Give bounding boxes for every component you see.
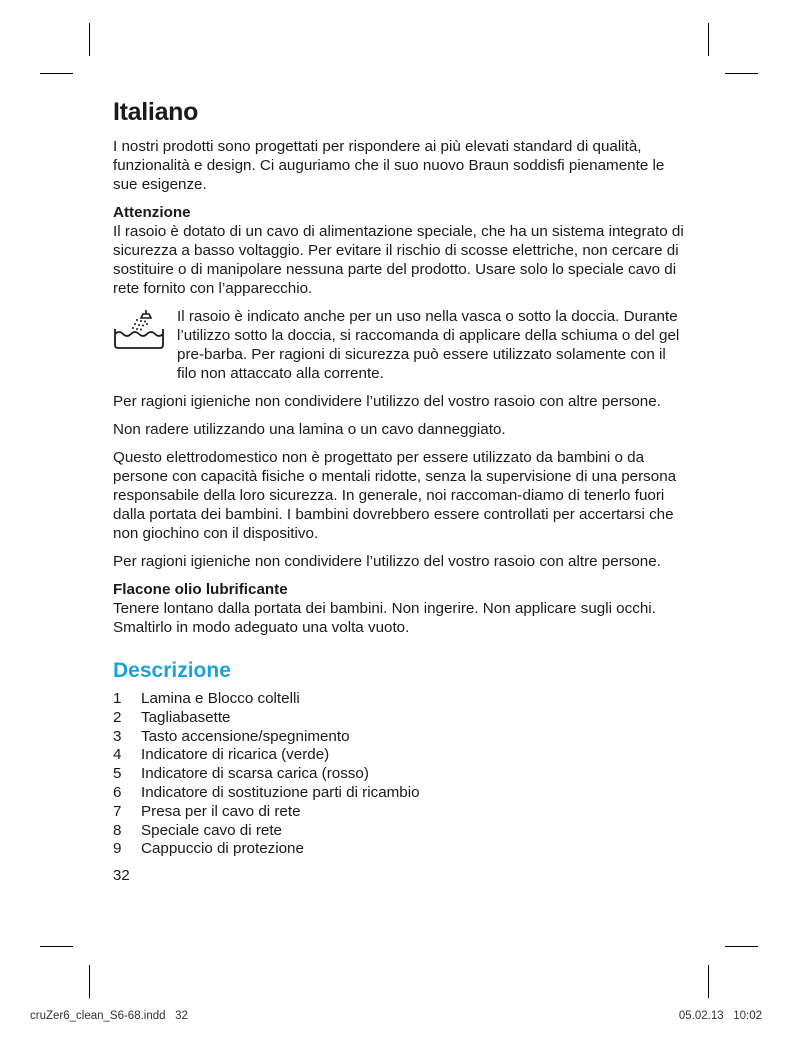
paragraph-children: Questo elettrodomestico non è progettato per essere utilizzato da bambini o da persone con capacità fisiche o mentali ridotte, senza la supervisione di una persona responsabile della loro sicurezza. In generale, noi raccoman-diamo di tenerlo fuori dalla portata dei bambini. I bambini dovrebbero essere controllati per accertarsi che non giochino con il dispositivo. xyxy=(113,449,677,542)
attention-text: Il rasoio è dotato di un cavo di alimentazione speciale, che ha un sistema integrato di sicurezza a basso voltaggio. Per evitare il rischio di scosse elettriche, non cercare di sostituire o di manipolare nessuna parte del prodotto. Usare solo lo speciale cavo di rete fornito con l’apparecchio. xyxy=(113,223,684,297)
list-item xyxy=(113,784,688,803)
list-item xyxy=(113,822,688,841)
item-number: 8 xyxy=(113,821,122,839)
item-label: Cappuccio di protezione xyxy=(141,840,304,858)
paragraph-hygiene-1: Per ragioni igieniche non condividere l’utilizzo del vostro rasoio con altre persone. xyxy=(113,393,661,410)
list-item xyxy=(113,690,688,709)
crop-mark-top-right-horizontal xyxy=(725,73,758,74)
page-title: Italiano xyxy=(113,98,199,126)
item-number: 6 xyxy=(113,783,122,801)
list-item xyxy=(113,840,688,859)
crop-mark-bottom-left-vertical xyxy=(89,965,90,998)
bath-notice-text: Il rasoio è indicato anche per un uso nella vasca o sotto la doccia. Durante l’utilizzo sotto la doccia, si raccomanda di applicare della schiuma o del gel pre-barba. Per ragioni di sicurezza può essere utilizzato solamente con il filo non attaccato alla corrente. xyxy=(177,308,680,382)
description-heading: Descrizione xyxy=(113,659,231,682)
shower-bathtub-icon xyxy=(113,307,165,353)
item-label: Presa per il cavo di rete xyxy=(141,802,301,820)
oil-heading: Flacone olio lubrificante xyxy=(113,581,288,598)
list-item xyxy=(113,746,688,765)
item-number: 3 xyxy=(113,727,122,745)
item-number: 1 xyxy=(113,690,122,707)
item-label: Indicatore di scarsa carica (rosso) xyxy=(141,765,369,783)
item-label: Tagliabasette xyxy=(141,708,231,726)
crop-mark-top-right-vertical xyxy=(708,23,709,56)
crop-mark-bottom-right-vertical xyxy=(708,965,709,998)
item-number: 9 xyxy=(113,840,122,858)
list-item xyxy=(113,803,688,822)
attention-section xyxy=(113,203,688,298)
page-number: 32 xyxy=(113,867,130,885)
paragraph-hygiene-2: Per ragioni igieniche non condividere l’utilizzo del vostro rasoio con altre persone. xyxy=(113,553,661,570)
attention-heading: Attenzione xyxy=(113,204,191,221)
item-number: 2 xyxy=(113,708,122,726)
list-item xyxy=(113,728,688,747)
item-label: Indicatore di sostituzione parti di ricambio xyxy=(141,783,420,801)
item-label: Lamina e Blocco coltelli xyxy=(141,690,300,707)
item-number: 7 xyxy=(113,802,122,820)
item-label: Tasto accensione/spegnimento xyxy=(141,727,350,745)
intro-paragraph: I nostri prodotti sono progettati per rispondere ai più elevati standard di qualità, funzionalità e design. Ci auguriamo che il suo nuovo Braun soddisfi pienamente le sue esigenze. xyxy=(113,138,665,193)
list-item xyxy=(113,709,688,728)
oil-text: Tenere lontano dalla portata dei bambini. Non ingerire. Non applicare sugli occhi. Smaltirlo in modo adeguato una volta vuoto. xyxy=(113,600,656,636)
item-label: Indicatore di ricarica (verde) xyxy=(141,746,330,764)
item-label: Speciale cavo di rete xyxy=(141,821,282,839)
crop-mark-top-left-horizontal xyxy=(40,73,73,74)
bath-shower-notice xyxy=(113,307,688,383)
oil-section xyxy=(113,580,688,637)
crop-mark-bottom-left-horizontal xyxy=(40,946,73,947)
page-content xyxy=(113,96,688,885)
footer-file-slug: cruZer6_clean_S6-68.indd 32 xyxy=(30,1010,188,1022)
crop-mark-top-left-vertical xyxy=(89,23,90,56)
paragraph-damaged-foil: Non radere utilizzando una lamina o un cavo danneggiato. xyxy=(113,421,506,438)
footer-date-slug: 05.02.13 10:02 xyxy=(678,1010,762,1022)
item-number: 4 xyxy=(113,746,122,764)
list-item xyxy=(113,765,688,784)
item-number: 5 xyxy=(113,765,122,783)
description-list xyxy=(113,690,688,859)
crop-mark-bottom-right-horizontal xyxy=(725,946,758,947)
